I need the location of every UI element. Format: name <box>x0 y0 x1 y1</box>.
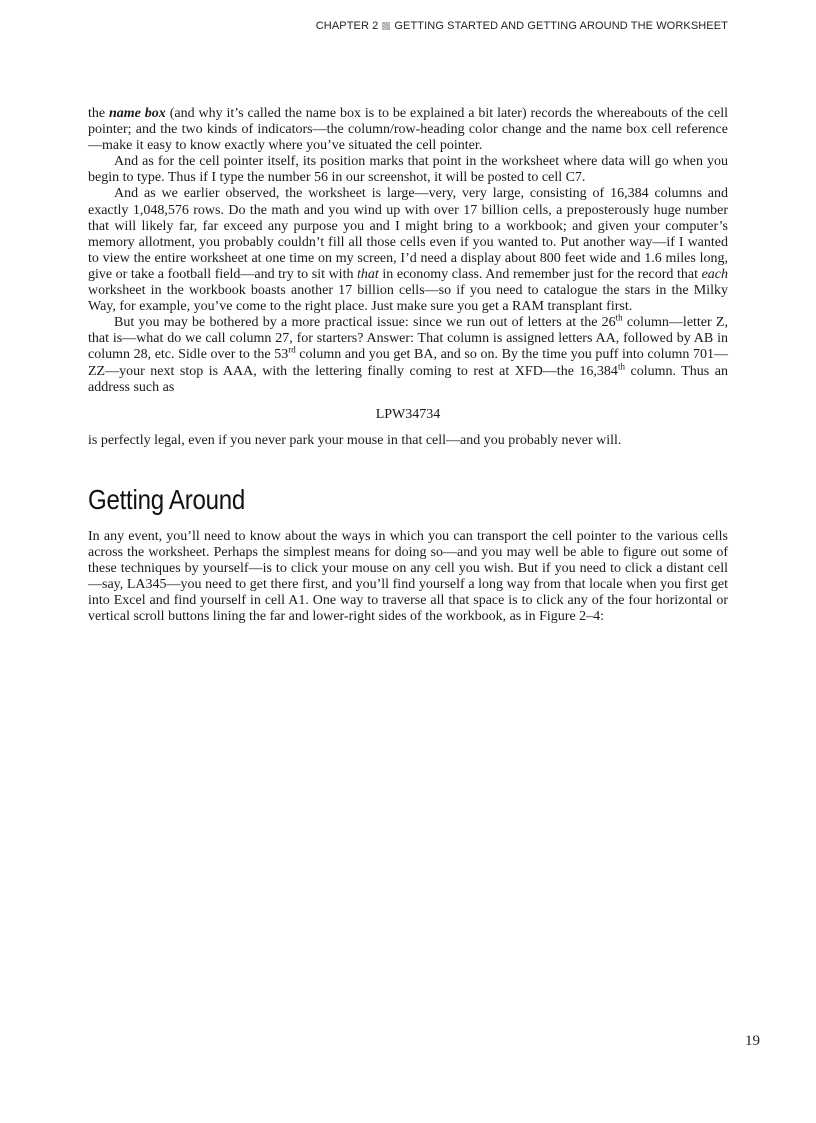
running-head <box>316 20 728 32</box>
ordinal-suffix: th <box>615 312 623 323</box>
paragraph-name-box <box>88 106 728 154</box>
paragraph-cell-pointer: And as for the cell pointer itself, its position marks that point in the worksheet where data will go when you begin to type. Thus if I type the number 56 in our screenshot, it will be posted to cell C7. <box>88 154 728 186</box>
paragraph-text: in economy class. And remember just for the record that <box>378 266 702 282</box>
paragraph-column-letters <box>88 312 728 395</box>
paragraph-text: the <box>88 106 109 121</box>
running-head-chapter: CHAPTER 2 <box>315 20 379 32</box>
section-heading: Getting Around <box>88 483 246 515</box>
ordinal-suffix: rd <box>288 344 296 355</box>
page-number: 19 <box>745 1033 760 1049</box>
paragraph-legal-address: is perfectly legal, even if you never park your mouse in that cell—and you probably never will. <box>88 432 622 448</box>
emphasis-each: each <box>701 266 728 282</box>
separator-square-icon <box>382 22 390 30</box>
paragraph-text: column. Thus an address such as <box>88 363 728 395</box>
paragraph-text: column and you get BA, and so on. By the time you puff into column 701—ZZ—your next stop is AAA, with the lettering finally coming to rest at XFD—the 16,384 <box>88 347 728 379</box>
running-head-title: GETTING STARTED AND GETTING AROUND THE WORKSHEET <box>394 20 728 32</box>
paragraph-text: (and why it’s called the name box is to be explained a bit later) records the whereabouts of the cell pointer; and the two kinds of indicators—the column/row-heading color change and the name box cell reference—make it easy to know exactly where you’ve situated the cell pointer. <box>88 106 728 154</box>
ordinal-suffix: th <box>617 360 625 371</box>
paragraph-text: But you may be bothered by a more practical issue: since we run out of letters at the 26 <box>114 315 616 331</box>
term-name-box: name box <box>109 106 166 121</box>
paragraph-worksheet-size <box>88 186 728 315</box>
cell-address-example: LPW34734 <box>375 406 441 422</box>
paragraph-text: And as we earlier observed, the worksheet is large—very, very large, consisting of 16,384 columns and exactly 1,048,576 rows. Do the math and you wind up with over 17 billion cells, a preposterously huge number that will likely far, far exceed any purpose you and I might bring to a workbook; and given your computer’s memory allotment, you probably couldn’t fill all those cells even if you wanted to. Put another way—if I wanted to view the entire worksheet at one time on my screen, I’d need a display about 800 feet wide and 1.6 miles long, give or take a football field—and try to sit with <box>88 186 728 282</box>
paragraph-getting-around: In any event, you’ll need to know about the ways in which you can transport the cell pointer to the various cells across the worksheet. Perhaps the simplest means for doing so—and you may well be able to figure out some of these techniques by yourself—is to click your mouse on any cell you wish. But if you need to click a distant cell—say, LA345—you need to get there first, and you’ll find yourself a long way from that locale when you first get into Excel and find yourself in cell A1. One way to traverse all that space is to click any of the four horizontal or vertical scroll buttons lining the far and lower-right sides of the workbook, as in Figure 2–4: <box>88 528 728 625</box>
paragraph-text: worksheet in the workbook boasts another 17 billion cells—so if you need to catalogue the stars in the Milky Way, for example, you’ve come to the right place. Just make sure you get a RAM transplant first. <box>88 283 728 315</box>
page-body <box>88 106 728 625</box>
emphasis-that: that <box>357 266 379 282</box>
paragraph-text: column—letter Z, that is—what do we call column 27, for starters? Answer: That column is assigned letters AA, followed by AB in column 28, etc. Sidle over to the 53 <box>88 315 728 363</box>
